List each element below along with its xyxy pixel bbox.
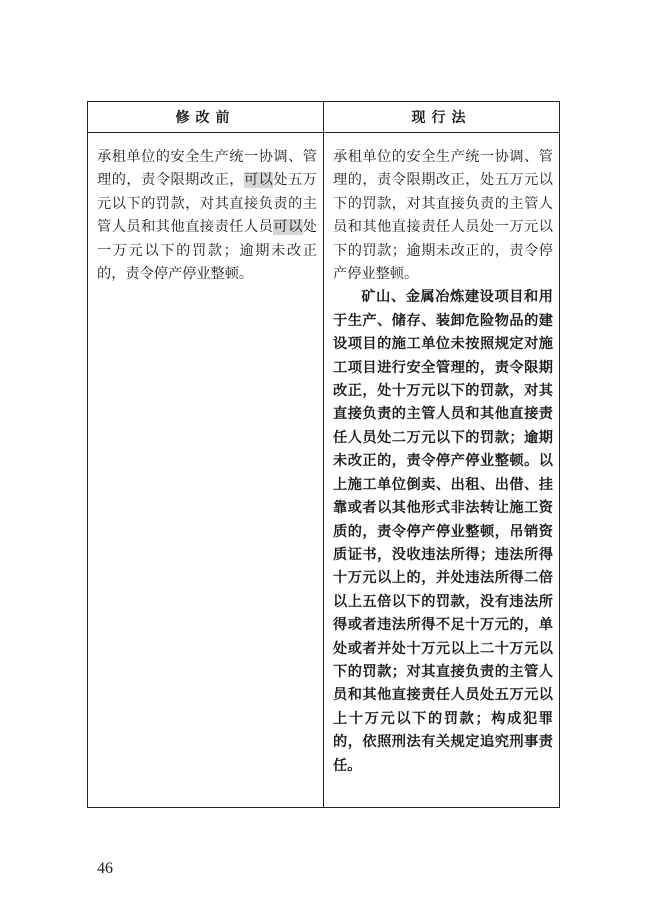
cell-current	[324, 133, 559, 807]
page-number: 46	[97, 860, 113, 877]
before-segment: 处一万元以下的罚款；逾期未改正的，责令停产停业整顿。	[97, 219, 317, 283]
highlighted-text: 可以	[243, 172, 274, 189]
before-segment: 承租单位的安全生产统一协调、管理的，责令限期改正，	[97, 149, 317, 189]
before-segment: 处五万元以下的罚款，对其直接负责的主管人员和其他直接责任人员	[97, 172, 317, 236]
highlighted-text: 可以	[273, 219, 303, 236]
cell-before	[88, 133, 324, 807]
current-paragraph-2: 矿山、金属冶炼建设项目和用于生产、储存、装卸危险物品的建设项目的施工单位未按照规定对施工项目进行安全管理的，责令限期改正，处十万元以下的罚款，对其直接负责的主管人员和其他直接责任人员处二万元以下的罚款；逾期未改正的，责令停产停业整顿。以上施工单位倒卖、出租、出借、挂靠或者以其他形式非法转让施工资质的，责令停产停业整顿，吊销资质证书，没收违法所得；违法所得十万元以上的，并处违法所得二倍以上五倍以下的罚款，没有违法所得或者违法所得不足十万元的，单处或者并处十万元以上二十万元以下的罚款；对其直接负责的主管人员和其他直接责任人员处五万元以上十万元以下的罚款；构成犯罪的，依照刑法有关规定追究刑事责任。	[333, 289, 553, 774]
before-text	[97, 146, 317, 286]
current-paragraph-1: 承租单位的安全生产统一协调、管理的，责令限期改正，处五万元以下的罚款，对其直接负责的主管人员和其他直接责任人员处一万元以下的罚款；逾期未改正的，责令停产停业整顿。	[333, 149, 553, 283]
comparison-table	[87, 101, 560, 808]
header-before: 修改前	[88, 102, 324, 133]
header-current: 现行法	[324, 102, 559, 133]
